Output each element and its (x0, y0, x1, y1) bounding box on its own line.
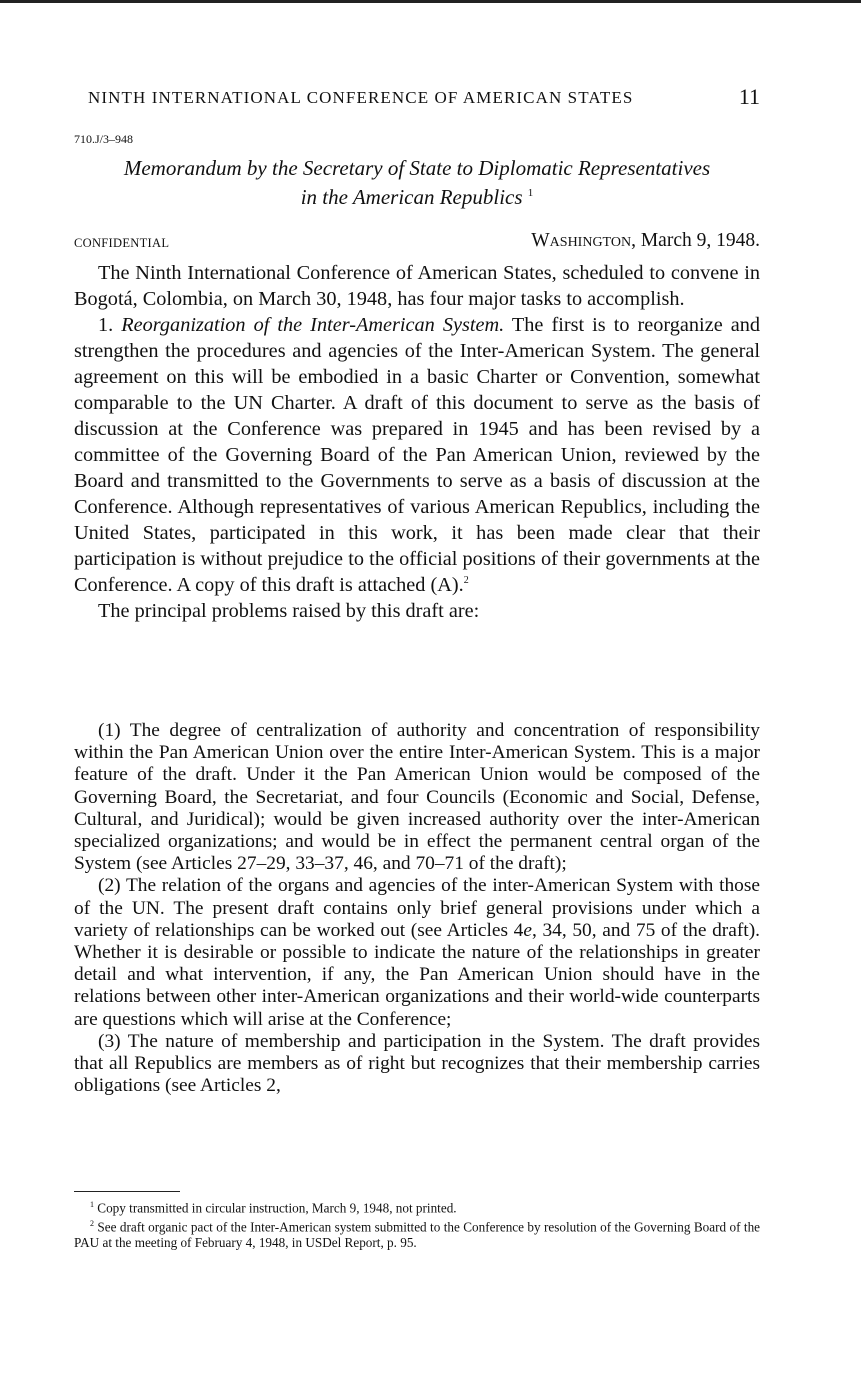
footnote-rule (74, 1191, 180, 1192)
running-title: NINTH INTERNATIONAL CONFERENCE OF AMERICAN STATES (88, 88, 634, 107)
footnote-ref-1[interactable]: 1 (527, 187, 534, 199)
document-title (74, 156, 760, 210)
section-heading: Reorganization of the Inter-American System. (121, 314, 505, 336)
problems-list (74, 720, 760, 1097)
page-number: 11 (738, 84, 760, 109)
problem-item-2: (2) The relation of the organs and agencies of the inter-American System with those of the UN. The present draft contains only brief general provisions under which a variety of relationships can be worked out (see Articles 4e, 34, 50, and 75 of the draft). Whether it is desirable or possible to indicate the nature of the relationships in greater detail and what intervention, if any, the Pan American Union should have in the relations between other inter-American organizations and their world-wide counterparts are questions which will arise at the Conference; (74, 875, 760, 1030)
file-number: 710.J/3–948 (74, 132, 134, 146)
dateline-date: , March 9, 1948. (631, 230, 760, 251)
classification-line (74, 230, 760, 252)
dateline (531, 230, 760, 252)
running-header (88, 84, 760, 109)
footnote-1: $^1$ Copy transmitted in circular instruction, March 9, 1948, not printed. (90, 1200, 457, 1216)
problem-item-1: (1) The degree of centralization of authority and concentration of responsibility within the Pan American Union over the entire Inter-American System. This is a major feature of the draft. Under it the Pan American Union would be composed of the Governing Board, the Secretariat, and four Councils (Economic and Social, Defense, Cultural, and Juridical); would be given increased authority over the inter-American specialized organizations; and would be in effect the permanent central organ of the System (see Articles 27–29, 33–37, 46, and 70–71 of the draft); (74, 720, 760, 875)
footnote-2: $^2$ See draft organic pact of the Inter-American system submitted to the Conference by resolution of the Governing Board of the PAU at the meeting of February 4, 1948, in USDel Report, p. 95. (74, 1218, 761, 1250)
memo-body (74, 260, 760, 624)
paragraph-problems: The principal problems raised by this draft are: (98, 600, 480, 622)
paragraph-intro: The Ninth International Conference of American States, scheduled to convene in Bogotá, Colombia, on March 30, 1948, has four major tasks to accomplish. (74, 262, 760, 310)
title-line-2: in the American Republics $^1$ (300, 185, 534, 209)
title-line-1: Memorandum by the Secretary of State to Diplomatic Representatives (123, 156, 711, 180)
footnote-ref-2[interactable]: 2 (463, 575, 469, 587)
paragraph-1: 1. Reorganization of the Inter-American System. The first is to reorganize and strengthen the procedures and agencies of the Inter-American System. The general agreement on this will be embodied in a basic Charter or Convention, somewhat comparable to the UN Charter. A draft of this document to serve as the basis of discussion at the Conference was prepared in 1945 and has been revised by a committee of the Governing Board of the Pan American Union, reviewed by the Board and transmitted to the Governments to serve as a basis of discussion at the Conference. Although representatives of various American Republics, including the United States, participated in this work, it has been made clear that their participation is without prejudice to the official positions of their governments at the Conference. A copy of this draft is attached (A).$^2$ (74, 314, 760, 596)
problem-item-3: (3) The nature of membership and participation in the System. The draft provides that all Republics are members as of right but recognizes that their membership carries obligations (see Articles 2, (74, 1030, 760, 1097)
footnotes (74, 1197, 760, 1250)
classification: CONFIDENTIAL (74, 236, 170, 250)
dateline-city: Washington (531, 230, 632, 251)
